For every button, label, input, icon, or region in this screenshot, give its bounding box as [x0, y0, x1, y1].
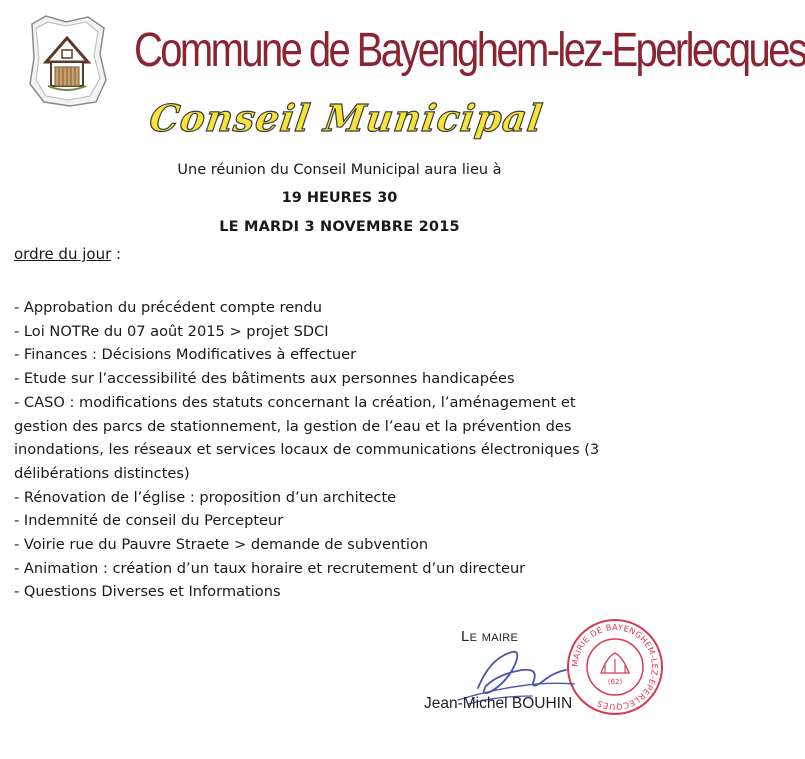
agenda-list: [14, 296, 654, 604]
agenda-item: - Animation : création d’un taux horaire et recrutement d’un directeur: [14, 559, 526, 577]
meeting-intro: Une réunion du Conseil Municipal aura lieu à: [177, 162, 502, 178]
agenda-item: gestion des parcs de stationnement, la gestion de l’eau et la prévention des: [14, 417, 572, 435]
agenda-item: - Approbation du précédent compte rendu: [14, 299, 322, 316]
agenda-heading-label: ordre du jour: [14, 245, 112, 263]
agenda-item: délibérations distinctes): [14, 464, 190, 482]
commune-logo-icon: [26, 14, 108, 108]
mairie-seal-icon: [565, 617, 665, 717]
agenda-item: - Loi NOTRe du 07 août 2015 > projet SDCI: [14, 322, 329, 340]
seal-ring-text: MAIRIE DE BAYENGHEM-LEZ-EPERLECQUES: [569, 621, 661, 713]
agenda-item: - Etude sur l’accessibilité des bâtiments aux personnes handicapées: [14, 370, 515, 388]
maire-name: Jean-Michel BOUHIN: [424, 695, 573, 712]
agenda-item: - Voirie rue du Pauvre Straete > demande de subvention: [14, 536, 429, 554]
meeting-time: 19 HEURES 30: [281, 190, 398, 206]
council-title: Conseil Municipal: [146, 96, 546, 140]
agenda-item: - Rénovation de l’église : proposition d’un architecte: [14, 488, 397, 506]
meeting-date: LE MARDI 3 NOVEMBRE 2015: [219, 219, 460, 235]
maire-title: Le maire: [461, 628, 519, 645]
agenda-item: inondations, les réseaux et services locaux de communications électroniques (3: [14, 441, 600, 459]
commune-title: Commune de Bayenghem-lez-Eperlecques: [134, 24, 805, 77]
agenda-item: - CASO : modifications des statuts concernant la création, l’aménagement et: [14, 393, 576, 411]
agenda-item: - Questions Diverses et Informations: [14, 583, 281, 601]
agenda-item: - Indemnité de conseil du Percepteur: [14, 512, 284, 530]
agenda-heading-colon: :: [111, 245, 122, 263]
agenda-heading: [14, 245, 121, 263]
agenda-item: - Finances : Décisions Modificatives à effectuer: [14, 346, 357, 364]
seal-center-text: (62): [607, 678, 623, 686]
